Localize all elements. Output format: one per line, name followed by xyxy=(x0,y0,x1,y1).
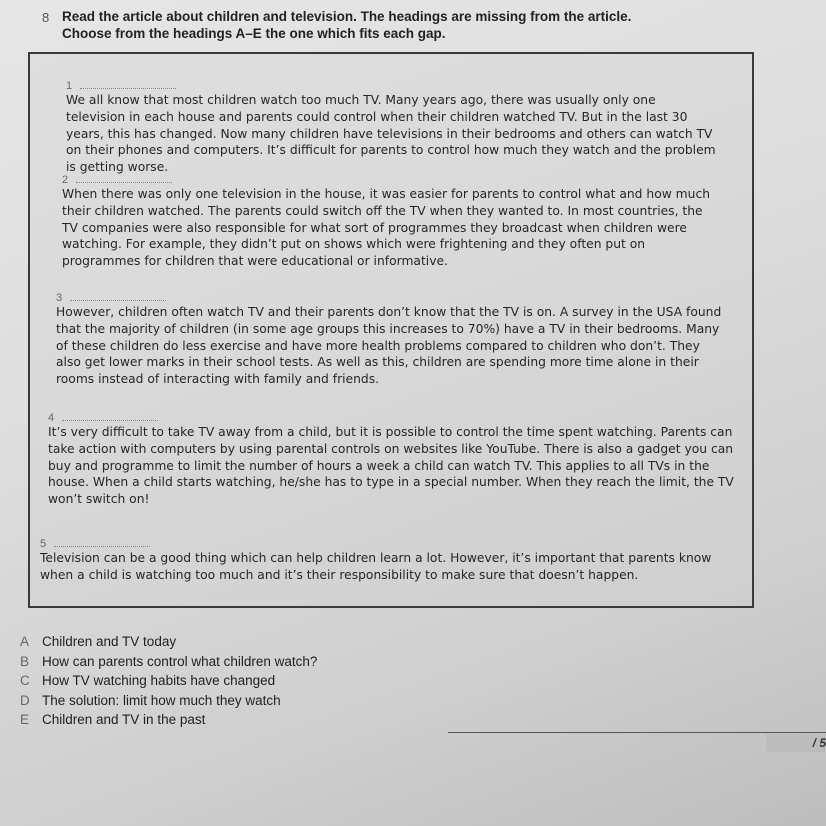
task-instructions xyxy=(62,8,742,42)
heading-option-a xyxy=(20,632,440,652)
gap-number: 5 xyxy=(40,538,47,550)
gap-answer-line[interactable] xyxy=(62,419,158,421)
gap-1[interactable] xyxy=(66,78,716,92)
answer-rule xyxy=(448,732,826,733)
paragraph-text: Television can be a good thing which can help children learn a lot. However, it’s important that parents know when a child is watching too much and it’s their responsibility to make sure that doesn’t happen. xyxy=(40,551,712,582)
gap-answer-line[interactable] xyxy=(80,87,176,89)
heading-text: Children and TV today xyxy=(42,634,177,649)
paragraph-text: We all know that most children watch too much TV. Many years ago, there was usually only one television in each house and parents could control when their children watched TV. But in the last 30 years, this has changed. Now many children have televisions in their bedrooms and others can watch TV on their phones and computers. It’s difficult for parents to control how much they watch and the problem is getting worse. xyxy=(66,93,716,175)
heading-option-e xyxy=(20,710,440,730)
article-paragraph-4 xyxy=(48,410,736,508)
article-paragraph-5 xyxy=(40,536,736,584)
gap-number: 1 xyxy=(66,80,73,92)
heading-text: The solution: limit how much they watch xyxy=(42,692,281,708)
gap-answer-line[interactable] xyxy=(54,545,150,547)
gap-answer-line[interactable] xyxy=(70,299,166,301)
task-number: 8 xyxy=(42,10,50,25)
article-paragraph-3 xyxy=(56,290,728,388)
score-label: / 5 xyxy=(812,736,826,750)
gap-answer-line[interactable] xyxy=(76,181,172,183)
heading-option-d xyxy=(20,691,440,711)
heading-option-b xyxy=(20,652,440,672)
gap-4[interactable] xyxy=(48,410,736,424)
gap-5[interactable] xyxy=(40,536,736,550)
instructions-line-1: Read the article about children and television. The headings are missing from the article. xyxy=(62,9,632,24)
gap-2[interactable] xyxy=(62,172,714,186)
article-paragraph-2 xyxy=(62,172,714,270)
paragraph-text: It’s very difficult to take TV away from a child, but it is possible to control the time spent watching. Parents can take action with computers by using parental controls on websites like YouTube. There is also a gadget you can buy and programme to limit the number of hours a week a child can watch TV. This applies to all TVs in the house. When a child starts watching, he/she has to type in a special number. When they reach the limit, the TV won’t switch on! xyxy=(48,425,734,507)
gap-number: 4 xyxy=(48,412,55,424)
heading-letter: C xyxy=(20,673,30,688)
article-box xyxy=(28,52,754,608)
headings-list xyxy=(20,632,440,730)
heading-letter: B xyxy=(20,653,30,669)
heading-text: Children and TV in the past xyxy=(42,712,206,727)
heading-text: How TV watching habits have changed xyxy=(42,673,276,688)
heading-text: How can parents control what children watch? xyxy=(42,653,318,669)
instructions-line-2: Choose from the headings A–E the one which fits each gap. xyxy=(62,26,446,41)
heading-letter: D xyxy=(20,692,30,708)
heading-letter: E xyxy=(20,712,30,727)
article-paragraph-1 xyxy=(66,78,716,176)
heading-option-c xyxy=(20,671,440,691)
score-box xyxy=(766,734,826,752)
gap-number: 2 xyxy=(62,174,69,186)
gap-3[interactable] xyxy=(56,290,728,304)
gap-number: 3 xyxy=(56,292,63,304)
paragraph-text: When there was only one television in the house, it was easier for parents to control what and how much their children watched. The parents could switch off the TV when they wanted to. In most countries, the TV companies were also responsible for what sort of programmes they broadcast when children were watching. For example, they didn’t put on shows which were frightening and they often put on programmes for children that were educational or informative. xyxy=(62,187,711,269)
task-header xyxy=(42,8,742,42)
heading-letter: A xyxy=(20,634,30,649)
paragraph-text: However, children often watch TV and their parents don’t know that the TV is on. A survey in the USA found that the majority of children (in some age groups this increases to 70%) have a TV in their bedrooms. Many of these children do less exercise and have more health problems compared to children who don’t. They also get lower marks in their school tests. As well as this, children are spending more time alone in their rooms instead of interacting with family and friends. xyxy=(56,305,722,387)
